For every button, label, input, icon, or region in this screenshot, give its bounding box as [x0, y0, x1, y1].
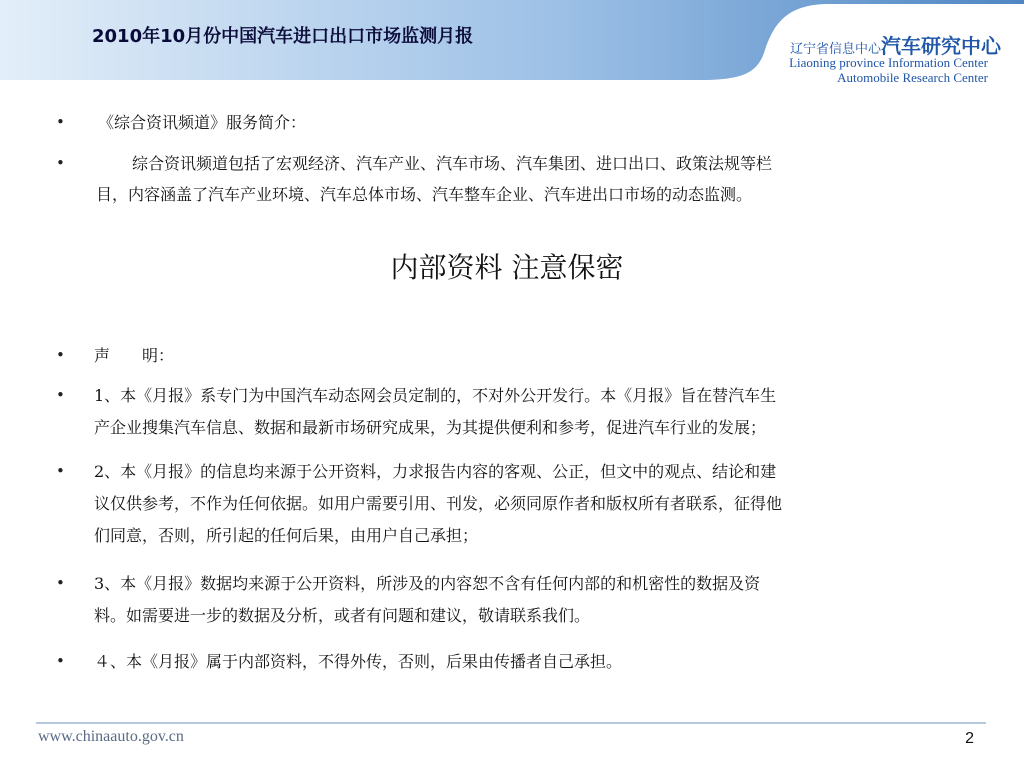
org-name-large: 汽车研究中心	[881, 34, 1002, 58]
bullet: •	[56, 462, 65, 480]
bullet: •	[56, 386, 65, 404]
intro-title: 《综合资讯频道》服务简介：	[98, 113, 307, 132]
organization-name-english-line1: Liaoning province Information Center	[789, 55, 988, 70]
statement-item2-line2: 议仅供参考，不作为任何依据。如用户需要引用、刊发，必须同原作者和版权所有者联系，征得他	[94, 494, 783, 513]
footer-divider	[36, 722, 986, 724]
statement-title: 声 明：	[94, 346, 175, 365]
statement-item3-line2: 料。如需要进一步的数据及分析，或者有问题和建议，敬请联系我们。	[94, 606, 591, 625]
bullet: •	[56, 574, 65, 592]
statement-item2-line3: 们同意，否则，所引起的任何后果，由用户自己承担；	[94, 526, 479, 545]
bullet: •	[56, 113, 65, 131]
statement-item3-line1: 3、本《月报》数据均来源于公开资料，所涉及的内容恕不含有任何内部的和机密性的数据及资	[94, 574, 761, 593]
statement-item2-line1: 2、本《月报》的信息均来源于公开资料，力求报告内容的客观、公正，但文中的观点、结论和建	[94, 462, 777, 481]
intro-text-line2: 目，内容涵盖了汽车产业环境、汽车总体市场、汽车整车企业、汽车进出口市场的动态监测。	[96, 185, 753, 204]
footer-website-link[interactable]: www.chinaauto.gov.cn	[38, 728, 184, 745]
intro-text-line1: 综合资讯频道包括了宏观经济、汽车产业、汽车市场、汽车集团、进口出口、政策法规等栏	[132, 154, 773, 173]
org-name-small: 辽宁省信息中心	[790, 42, 882, 57]
confidential-notice: 内部资料 注意保密	[390, 251, 624, 284]
page-number: 2	[965, 730, 974, 747]
bullet: •	[56, 652, 65, 670]
statement-item1-line2: 产企业搜集汽车信息、数据和最新市场研究成果，为其提供便利和参考，促进汽车行业的发展；	[94, 418, 767, 437]
report-title: 2010年10月份中国汽车进口出口市场监测月报	[92, 26, 474, 47]
organization-name-english-line2: Automobile Research Center	[837, 70, 988, 85]
bullet: •	[56, 154, 65, 172]
statement-item4-line1: ４、本《月报》属于内部资料，不得外传，否则，后果由传播者自己承担。	[94, 652, 623, 671]
statement-item1-line1: 1、本《月报》系专门为中国汽车动态网会员定制的，不对外公开发行。本《月报》旨在替汽车生	[94, 386, 777, 405]
slide-header	[0, 0, 1024, 88]
bullet: •	[56, 346, 65, 364]
